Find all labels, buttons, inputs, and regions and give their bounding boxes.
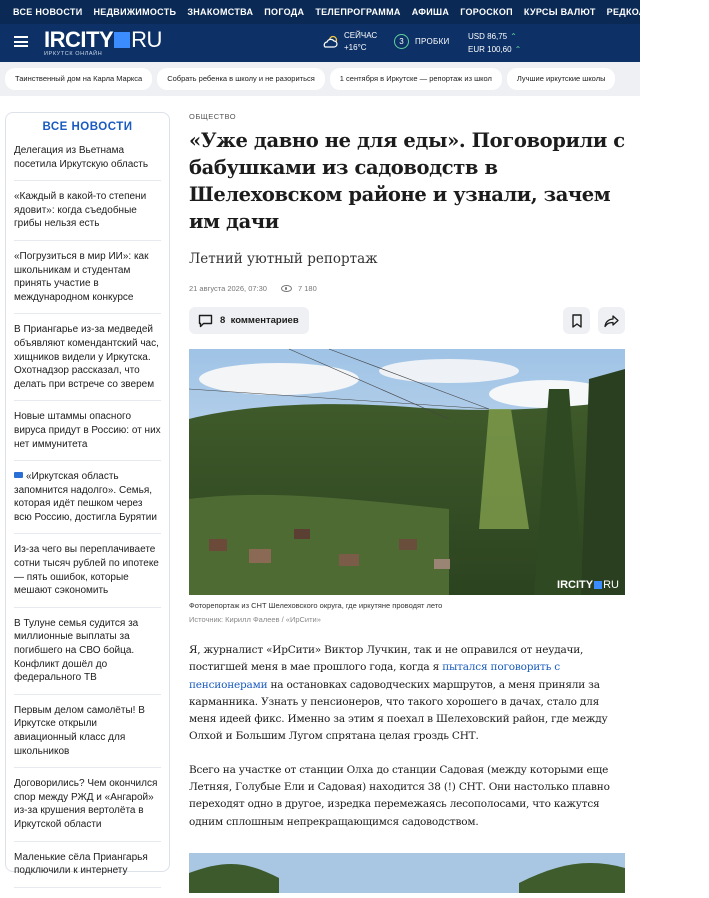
article <box>189 112 625 893</box>
cloud-sun-icon <box>322 34 340 50</box>
top-nav <box>0 0 709 24</box>
article-body <box>189 642 625 831</box>
article-category[interactable]: ОБЩЕСТВО <box>189 112 237 121</box>
sidebar-title[interactable]: ВСЕ НОВОСТИ <box>42 121 133 133</box>
traffic-widget[interactable] <box>394 34 450 49</box>
currency-rates[interactable] <box>468 30 521 56</box>
article-date: 21 августа 2026, 07:30 <box>189 284 267 293</box>
photo-watermark <box>557 579 619 591</box>
traffic-level-badge: 3 <box>394 34 409 49</box>
trending-pill[interactable]: Таинственный дом на Карла Маркса <box>5 68 152 90</box>
usd-up-icon: ⌃ <box>510 32 517 41</box>
comments-button[interactable] <box>189 307 309 334</box>
paragraph-text: на остановках садоводческих маршрутов, а меня приняли за карманника. Узнать у пенсионеров, что такого хорошего в дачах, стало для меня идеей фикс. Именно за этим я поехал в Шелеховский район, где между Олхой и Большим Лугом спрятана целая гроздь СНТ. <box>189 678 608 743</box>
nav-link-horoscope[interactable]: ГОРОСКОП <box>460 7 513 17</box>
weather-widget[interactable] <box>322 30 377 54</box>
article-actions <box>189 307 625 335</box>
nav-link-dating[interactable]: ЗНАКОМСТВА <box>187 7 254 17</box>
site-header <box>0 24 640 62</box>
article-paragraph: Всего на участке от станции Олха до станции Садовая (между которыми еще Летняя, Голубые Ели и Садовая) находится 38 (!) СНТ. Они настолько плавно переходят одно в другое, изредка перемежаясь лесополосами, что кажутся одним сплошным непрекращающимся садоводством. <box>189 763 610 828</box>
photo-caption: Фоторепортаж из СНТ Шелеховского округа, где иркутяне проводят лето <box>189 601 443 610</box>
nav-link-weather[interactable]: ПОГОДА <box>264 7 305 17</box>
usd-rate: USD 86,75 <box>468 32 508 41</box>
comments-label: комментариев <box>230 315 299 326</box>
sidebar-news-item[interactable]: В Приангарье из-за медведей объявляют комендантский час, хищников видели у Иркутска. Охотнадзор рассказал, что делать при встрече со зверем <box>14 323 161 401</box>
eur-rate: EUR 100,60 <box>468 45 512 54</box>
sidebar-news-item[interactable]: Из-за чего вы переплачиваете сотни тысяч рублей по ипотеке — пять ошибок, которые мешают сэкономить <box>14 543 161 607</box>
article-photo[interactable] <box>189 349 625 595</box>
trending-pill[interactable]: Лучшие иркутские школы <box>507 68 616 90</box>
article-headline: «Уже давно не для еды». Поговорили с бабушками из садоводств в Шелеховском районе и узнали, зачем им дачи <box>189 129 625 233</box>
bookmark-icon <box>571 314 583 328</box>
eye-icon <box>281 285 292 292</box>
nav-link-realty[interactable]: НЕДВИЖИМОСТЬ <box>93 7 177 17</box>
logo-square-icon <box>114 32 130 48</box>
weather-temp: +16°C <box>344 43 367 52</box>
sidebar-news-item[interactable]: Новые штаммы опасного вируса придут в Россию: от них нет иммунитета <box>14 410 161 461</box>
second-photo <box>189 853 625 893</box>
article-inline-link[interactable]: пытался поговорить с пенсионерами <box>189 661 560 691</box>
paragraph-text: Я, журналист «ИрСити» Виктор Лучкин, так и не оправился от неудачи, постигшей меня в мае прошлого года, когда я <box>189 644 584 674</box>
nav-link-zog[interactable]: ZOG <box>688 7 709 17</box>
trending-pill[interactable]: 1 сентября в Иркутске — репортаж из школ <box>330 68 502 90</box>
sidebar-news-item[interactable]: Маленькие сёла Приангарья подключили к интернету <box>14 851 161 888</box>
comments-count: 8 <box>220 315 226 326</box>
article-meta <box>189 284 625 293</box>
watermark-text-left: IRCITY <box>557 579 594 591</box>
article-photo-2[interactable] <box>189 853 625 893</box>
sidebar-news-item[interactable]: «Каждый в какой-то степени ядовит»: когда съедобные грибы нельзя есть <box>14 190 161 241</box>
sidebar-news-item-video[interactable] <box>14 470 161 534</box>
trending-pill[interactable]: Собрать ребенка в школу и не разориться <box>157 68 325 90</box>
bookmark-button[interactable] <box>563 307 590 334</box>
nav-link-all-news[interactable]: ВСЕ НОВОСТИ <box>13 7 83 17</box>
nav-link-editorial[interactable]: РЕДКОЛЛЕГИЯ <box>606 7 678 17</box>
trending-strip <box>0 62 640 96</box>
logo-text-right: RU <box>131 27 162 52</box>
site-logo[interactable] <box>44 29 162 57</box>
nav-link-rates[interactable]: КУРСЫ ВАЛЮТ <box>523 7 596 17</box>
eur-up-icon: ⌃ <box>514 45 522 54</box>
sidebar-news-item[interactable]: Договорились? Чем окончился спор между РЖД и «Ангарой» из-за крушения вертолёта в Иркутской области <box>14 777 161 841</box>
traffic-label: ПРОБКИ <box>415 37 450 46</box>
logo-tagline: ИРКУТСК ОНЛАЙН <box>44 51 103 57</box>
weather-label: СЕЙЧАС <box>344 31 378 40</box>
comment-icon <box>198 314 213 328</box>
article-subtitle: Летний уютный репортаж <box>189 251 378 267</box>
photo-source: Источник: Кирилл Фалеев / «ИрСити» <box>189 615 321 624</box>
article-views: 7 180 <box>297 284 317 293</box>
sidebar-news-item[interactable]: «Погрузиться в мир ИИ»: как школьникам и студентам принять участие в международном конкурсе <box>14 250 161 314</box>
sidebar-news-item[interactable]: В Тулуне семья судится за миллионные выплаты за погибшего на СВО бойца. Конфликт дошёл до федерального ТВ <box>14 617 161 695</box>
nav-link-tv[interactable]: ТЕЛЕПРОГРАММА <box>315 7 401 17</box>
video-icon <box>14 472 23 478</box>
sidebar-news-text: «Иркутская область запомнится надолго». Семья, которая идёт пешком через всю Россию, достигла Бурятии <box>14 471 157 523</box>
landscape-photo <box>189 349 625 595</box>
share-button[interactable] <box>598 307 625 334</box>
share-icon <box>604 314 620 328</box>
sidebar-news-item[interactable]: Первым делом самолёты! В Иркутске открыли авиационный класс для школьников <box>14 704 161 768</box>
sidebar-news-item[interactable]: Делегация из Вьетнама посетила Иркутскую область <box>14 144 161 181</box>
article-paragraph <box>189 642 625 746</box>
news-sidebar <box>5 112 170 877</box>
watermark-square-icon <box>594 581 602 589</box>
watermark-text-right: RU <box>603 579 619 591</box>
nav-link-events[interactable]: АФИША <box>411 7 450 17</box>
logo-text-left: IRCITY <box>44 27 114 52</box>
hamburger-icon[interactable] <box>14 36 28 47</box>
